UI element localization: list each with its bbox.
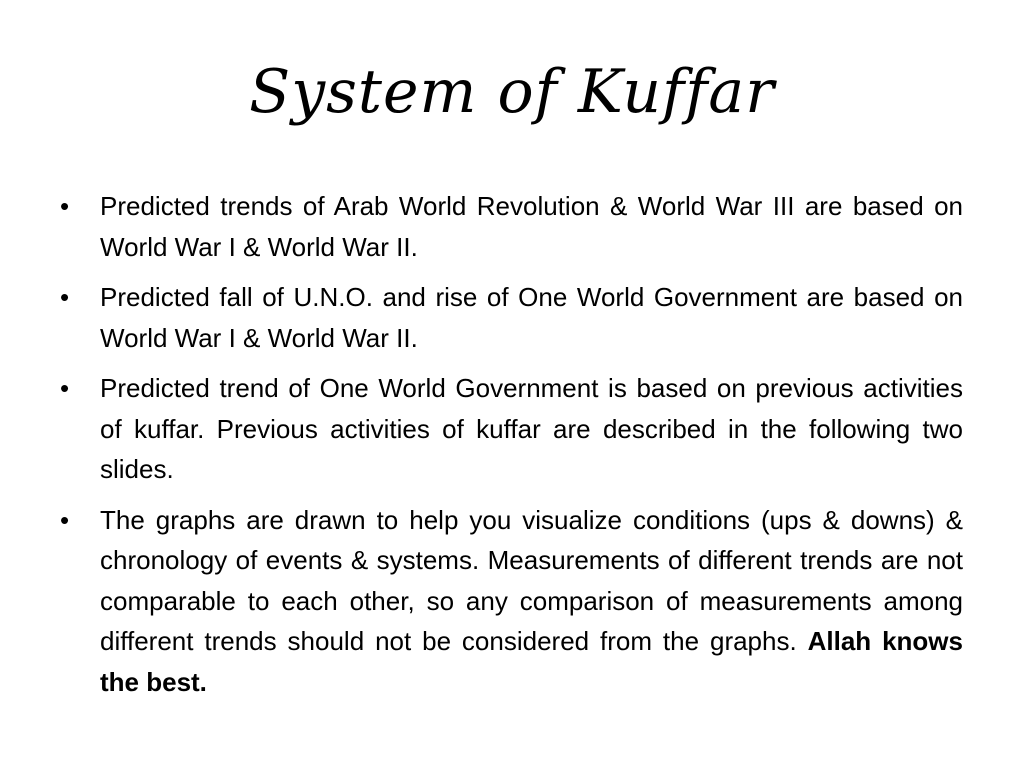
bullet-list: [56, 186, 963, 712]
bullet-marker-icon: •: [60, 191, 70, 221]
bullet-marker-icon: •: [60, 282, 70, 312]
bullet-item: [56, 186, 963, 267]
bullet-marker-icon: •: [60, 373, 70, 403]
bullet-emphasis: Allah knows the best.: [100, 626, 963, 697]
bullet-text: Predicted trend of One World Government is based on previous activities of kuffar. Previous activities of kuffar are described in the following two slides.: [100, 373, 963, 484]
bullet-item: [56, 368, 963, 490]
bullet-text-body: The graphs are drawn to help you visualize conditions (ups & downs) & chronology of events & systems. Measurements of different trends are not comparable to each other, so any comparison of measurements among different trends should not be considered from the graphs.: [100, 504, 963, 656]
slide-title: System of Kuffar: [249, 57, 775, 127]
bullet-text: Predicted fall of U.N.O. and rise of One World Government are based on World War I & World War II.: [100, 282, 963, 353]
bullet-marker-icon: •: [60, 504, 70, 535]
bullet-item: [56, 277, 963, 358]
bullet-item: [56, 500, 963, 703]
bullet-text: [100, 505, 963, 697]
bullet-text: Predicted trends of Arab World Revolution & World War III are based on World War I & World War II.: [100, 191, 963, 262]
